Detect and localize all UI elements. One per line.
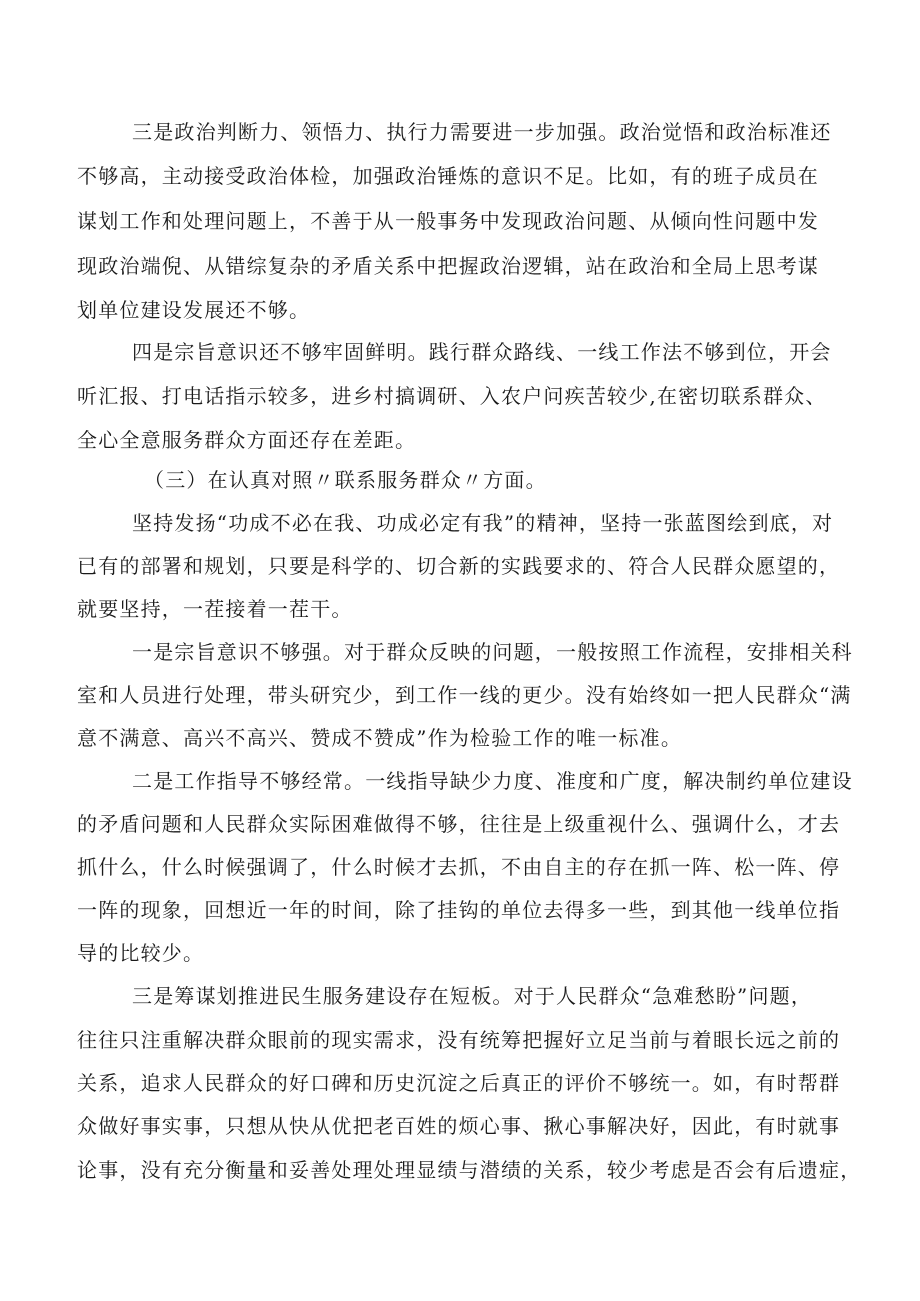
- text-line: 不够高，主动接受政治体检，加强政治锤炼的意识不足。比如，有的班子成员在: [77, 164, 819, 188]
- text-line: 一是宗旨意识不够强。对于群众反映的问题，一般按照工作流程，安排相关科: [132, 640, 853, 664]
- text-line: 四是宗旨意识还不够牢固鲜明。践行群众路线、一线工作法不够到位，开会: [132, 340, 832, 364]
- text-line: 已有的部署和规划，只要是科学的、切合新的实践要求的、符合人民群众愿望的，: [77, 554, 841, 578]
- text-line: 室和人员进行处理，带头研究少，到工作一线的更少。没有始终如一把人民群众“满: [77, 683, 852, 707]
- text-line: 就要坚持，一茬接着一茬干。: [77, 597, 353, 621]
- text-line: 关系，追求人民群众的好口碑和历史沉淀之后真正的评价不够统一。如，有时帮群: [77, 1071, 841, 1095]
- text-line: 谋划工作和处理问题上，不善于从一般事务中发现政治问题、从倾向性问题中发: [77, 209, 819, 233]
- text-line: 划单位建设发展还不够。: [77, 298, 311, 322]
- text-line: 听汇报、打电话指示较多，进乡村搞调研、入农户问疾苦较少,在密切联系群众、: [77, 384, 827, 408]
- text-line: 的矛盾问题和人民群众实际困难做得不够，往往是上级重视什么、强调什么，才去: [77, 812, 841, 836]
- text-line: 往往只注重解决群众眼前的现实需求，没有统筹把握好立足当前与着眼长远之前的: [77, 1028, 841, 1052]
- text-line: 意不满意、高兴不高兴、赞成不赞成”作为检验工作的唯一标准。: [77, 726, 683, 750]
- text-line: 论事，没有充分衡量和妥善处理处理显绩与潜绩的关系，较少考虑是否会有后遗症，: [77, 1158, 862, 1182]
- text-line: 一阵的现象，回想近一年的时间，除了挂钩的单位去得多一些，到其他一线单位指: [77, 898, 841, 922]
- text-line: 三是筹谋划推进民生服务建设存在短板。对于人民群众“急难愁盼”问题，: [132, 984, 813, 1008]
- text-line: 全心全意服务群众方面还存在差距。: [77, 428, 417, 452]
- text-line: 现政治端倪、从错综复杂的矛盾关系中把握政治逻辑，站在政治和全局上思考谋: [77, 254, 819, 278]
- text-line: 三是政治判断力、领悟力、执行力需要进一步加强。政治觉悟和政治标准还: [132, 120, 832, 144]
- text-line: 二是工作指导不够经常。一线指导缺少力度、准度和广度，解决制约单位建设: [132, 769, 853, 793]
- text-line: 坚持发扬“功成不必在我、功成必定有我”的精神，坚持一张蓝图绘到底，对: [132, 511, 834, 535]
- text-line: 抓什么，什么时候强调了，什么时候才去抓，不由自主的存在抓一阵、松一阵、停: [77, 855, 841, 879]
- section-heading: （三）在认真对照〃联系服务群众〃方面。: [144, 468, 547, 492]
- text-line: 导的比较少。: [77, 941, 205, 965]
- text-line: 众做好事实事，只想从快从优把老百姓的烦心事、揪心事解决好，因此，有时就事: [77, 1114, 841, 1138]
